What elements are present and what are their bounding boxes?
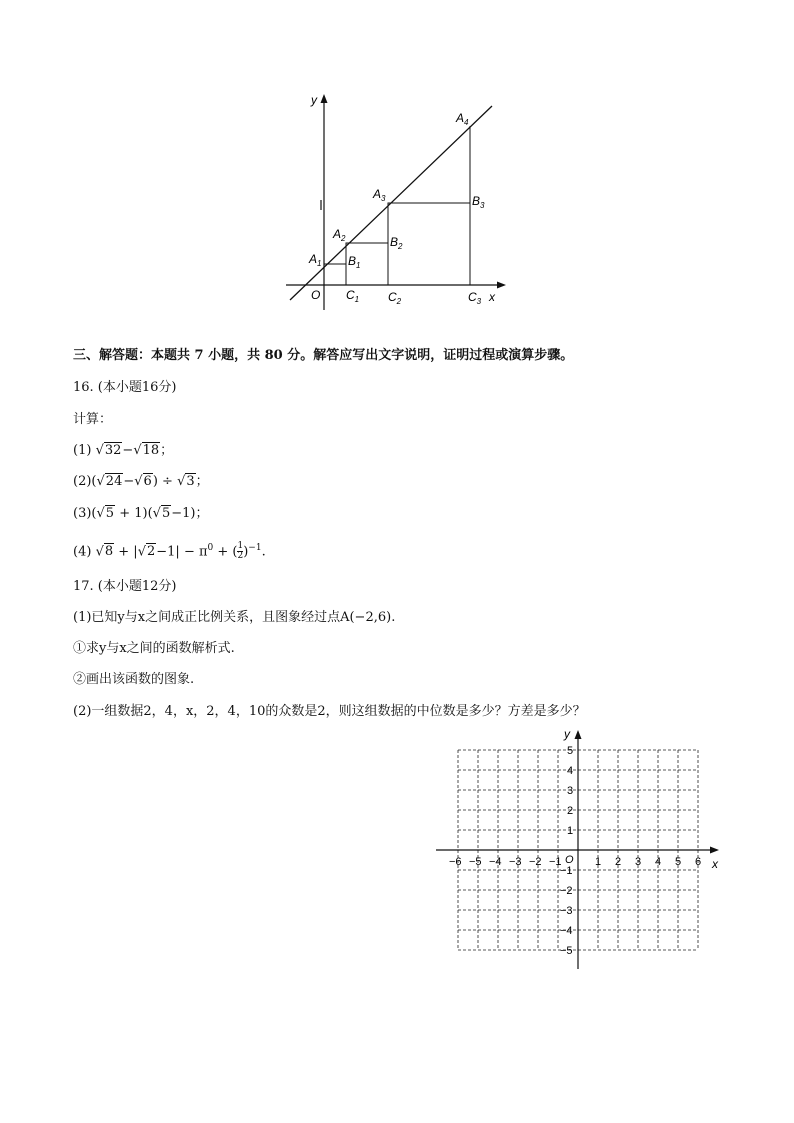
radical: √5 bbox=[96, 506, 115, 521]
y-tick-label: −2 bbox=[560, 885, 573, 897]
y-tick-label: −5 bbox=[560, 945, 573, 957]
x-tick-label: 5 bbox=[675, 856, 682, 868]
label-B2: $B_2$ bbox=[390, 235, 403, 251]
q16-prompt: 计算： bbox=[73, 412, 113, 427]
x-tick-label: −4 bbox=[489, 856, 502, 868]
x-tick-label: 2 bbox=[615, 856, 622, 868]
label-C2: $C_2$ bbox=[388, 290, 402, 306]
item-number: (2) bbox=[73, 474, 92, 489]
y-tick-label: 3 bbox=[567, 785, 574, 797]
y-tick-label: −1 bbox=[560, 865, 573, 877]
q16-title: 16. (本小题16分) bbox=[73, 380, 177, 395]
item-number: (1) bbox=[73, 443, 92, 458]
y-tick-label: −3 bbox=[560, 905, 573, 917]
label-B3: $B_3$ bbox=[472, 194, 485, 210]
y-tick-label: 5 bbox=[567, 745, 574, 757]
radical: √32 bbox=[95, 443, 122, 458]
grid-label-y: y bbox=[564, 727, 570, 741]
label-A4: $A_4$ bbox=[456, 111, 469, 127]
q17-part2: (2)一组数据2，4，x，2，4，10的众数是2，则这组数据的中位数是多少？方差是多少？ bbox=[73, 704, 586, 719]
radical: √2 bbox=[137, 544, 156, 560]
grid-x-axis-arrow bbox=[710, 847, 719, 854]
radical: √8 bbox=[95, 544, 114, 560]
section-heading: 三、解答题：本题共 7 小题，共 80 分。解答应写出文字说明，证明过程或演算步骤。 bbox=[73, 348, 574, 363]
label-A1: $A_1$ bbox=[309, 252, 322, 268]
x-tick-label: 1 bbox=[595, 856, 602, 868]
radical: √3 bbox=[177, 474, 195, 489]
radical: √5 bbox=[152, 506, 171, 521]
x-tick-label: 6 bbox=[695, 856, 702, 868]
x-tick-label: −2 bbox=[529, 856, 542, 868]
radical: √18 bbox=[133, 443, 160, 458]
staircase-figure bbox=[280, 88, 510, 318]
x-tick-label: −3 bbox=[509, 856, 522, 868]
x-tick-label: −6 bbox=[449, 856, 462, 868]
label-x: x bbox=[489, 290, 495, 304]
y-tick-label: −4 bbox=[560, 925, 573, 937]
label-C3: $C_3$ bbox=[468, 290, 482, 306]
y-axis-arrow bbox=[321, 94, 328, 103]
q16-item-3: (3)(√5 + 1)(√5−1)； bbox=[73, 506, 209, 521]
q17-title: 17. (本小题12分) bbox=[73, 579, 177, 594]
x-tick-label: −5 bbox=[469, 856, 482, 868]
label-B1: $B_1$ bbox=[348, 254, 361, 270]
q16-item-2: (2)(√24−√6) ÷ √3； bbox=[73, 474, 209, 489]
grid-label-origin: O bbox=[565, 854, 574, 866]
square-1 bbox=[324, 264, 346, 285]
grid-label-x: x bbox=[712, 857, 718, 871]
tick-labels bbox=[449, 745, 701, 957]
q17-part1-sub2: ②画出该函数的图象. bbox=[73, 672, 195, 687]
x-axis-arrow bbox=[497, 282, 506, 289]
grid-y-axis-arrow bbox=[575, 730, 582, 739]
radical: √24 bbox=[96, 474, 123, 489]
q16-item-1: (1) √32−√18； bbox=[73, 443, 174, 458]
label-origin: O bbox=[311, 288, 321, 302]
fraction: $\frac{1}{2}$ bbox=[237, 541, 244, 562]
label-C1: $C_1$ bbox=[346, 288, 360, 304]
q17-part1-sub1: ①求y与x之间的函数解析式. bbox=[73, 641, 235, 656]
x-tick-label: 4 bbox=[655, 856, 662, 868]
coordinate-grid bbox=[430, 725, 730, 975]
item-number: (4) bbox=[73, 544, 92, 560]
q17-part1: (1)已知y与x之间成正比例关系，且图象经过点A(−2,6). bbox=[73, 610, 396, 625]
q16-item-4: (4) $√8 + |√2-1| - \pi^0$ + ( $\frac{1}{2}$ )$^{-1}$. bbox=[73, 541, 266, 562]
y-tick-label: 4 bbox=[567, 765, 574, 777]
label-y: y bbox=[311, 93, 317, 107]
label-A3: $A_3$ bbox=[373, 187, 386, 203]
item-number: (3) bbox=[73, 506, 92, 521]
x-tick-label: −1 bbox=[549, 856, 562, 868]
radical: √6 bbox=[134, 474, 152, 489]
x-tick-label: 3 bbox=[635, 856, 642, 868]
y-tick-label: 2 bbox=[567, 805, 574, 817]
y-tick-label: 1 bbox=[567, 825, 574, 837]
label-A2: $A_2$ bbox=[333, 227, 346, 243]
